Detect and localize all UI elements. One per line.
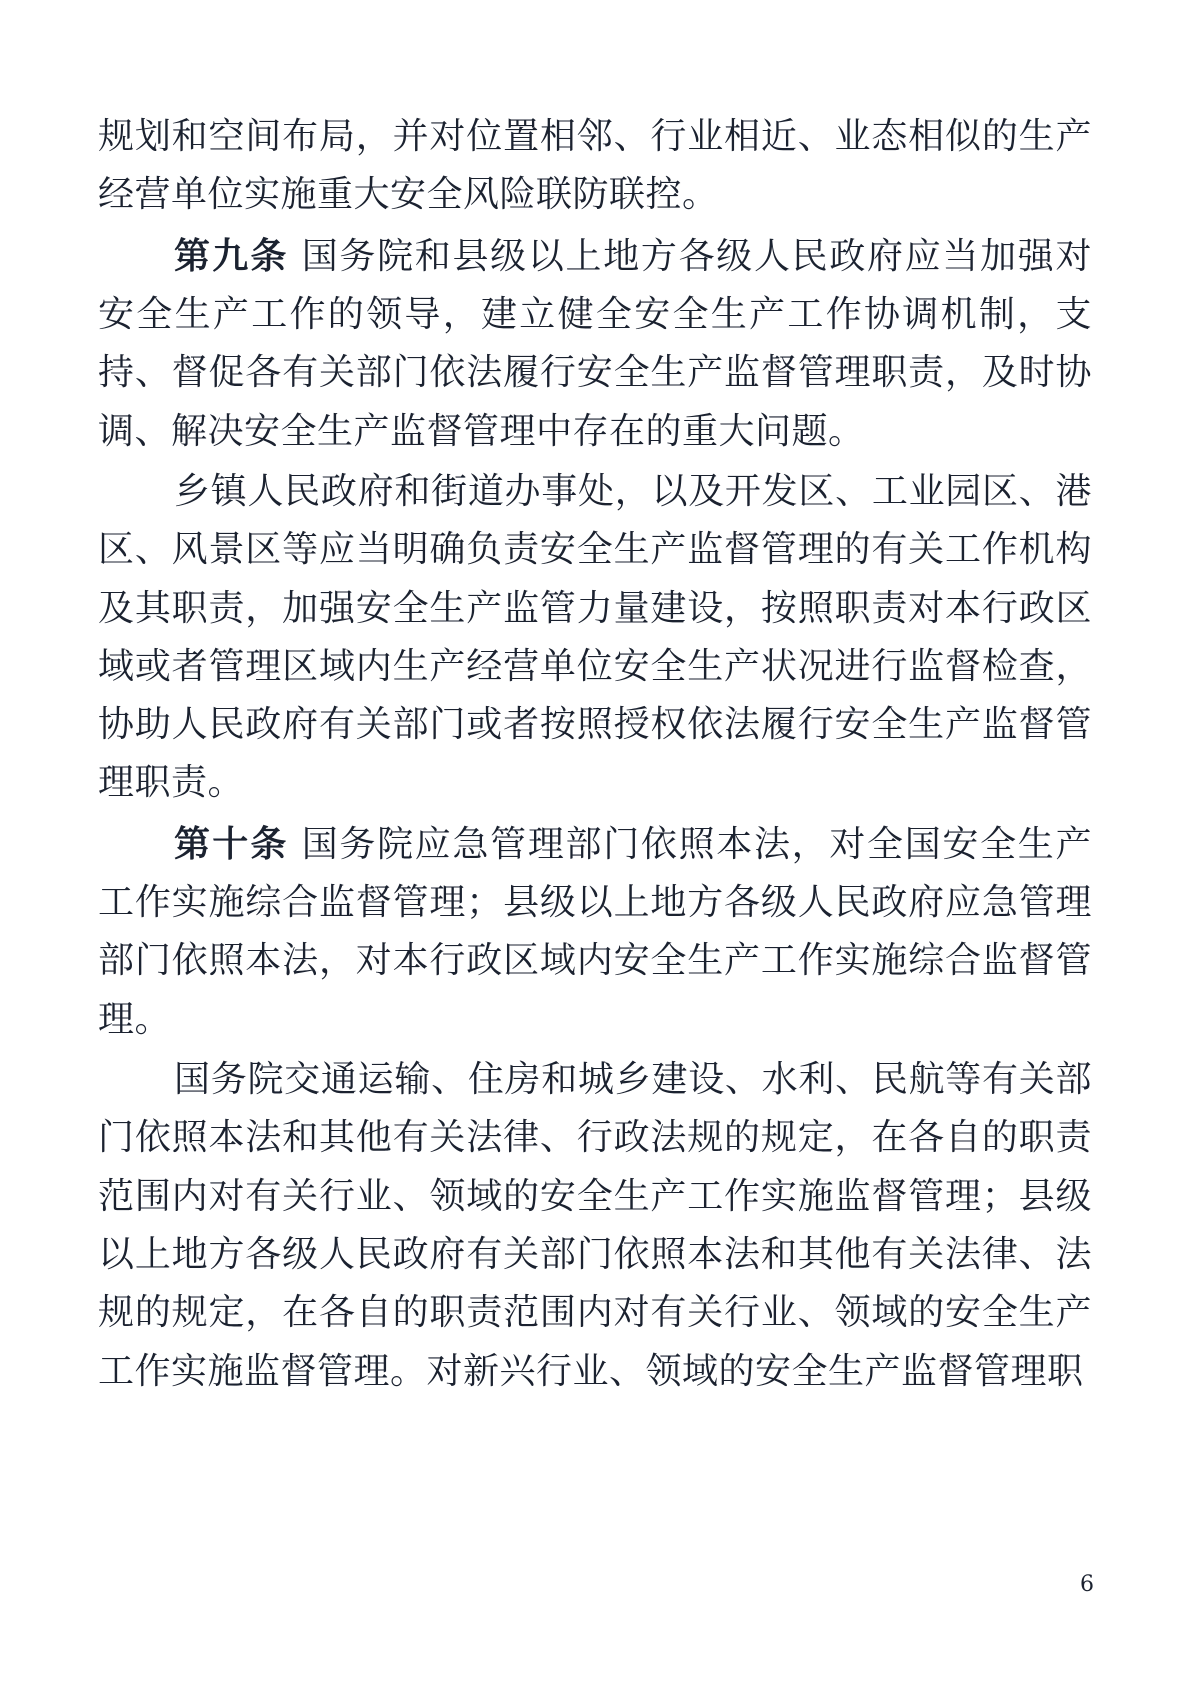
document-body (98, 108, 1092, 1401)
paragraph-2 (98, 227, 1092, 461)
paragraph-4-text: 国务院应急管理部门依照本法，对全国安全生产工作实施综合监督管理；县级以上地方各级人民政府应急管理部门依照本法，对本行政区域内安全生产工作实施综合监督管理。 (98, 823, 1092, 1040)
paragraph-1-text: 规划和空间布局，并对位置相邻、行业相近、业态相似的生产经营单位实施重大安全风险联防联控。 (98, 116, 1092, 216)
page-number: 6 (1080, 1572, 1094, 1597)
paragraph-5-text: 国务院交通运输、住房和城乡建设、水利、民航等有关部门依照本法和其他有关法律、行政法规的规定，在各自的职责范围内对有关行业、领域的安全生产工作实施监督管理；县级以上地方各级人民政府有关部门依照本法和其他有关法律、法规的规定，在各自的职责范围内对有关行业、领域的安全生产工作实施监督管理。对新兴行业、领域的安全生产监督管理职 (98, 1059, 1092, 1392)
paragraph-4 (98, 815, 1092, 1049)
article-label-9: 第九条 (174, 234, 289, 277)
article-label-10: 第十条 (174, 822, 289, 865)
paragraph-2-text: 国务院和县级以上地方各级人民政府应当加强对安全生产工作的领导，建立健全安全生产工作协调机制，支持、督促各有关部门依法履行安全生产监督管理职责，及时协调、解决安全生产监督管理中存在的重大问题。 (98, 235, 1092, 452)
paragraph-1 (98, 108, 1092, 225)
paragraph-5 (98, 1051, 1092, 1401)
paragraph-3 (98, 463, 1092, 813)
paragraph-3-text: 乡镇人民政府和街道办事处，以及开发区、工业园区、港区、风景区等应当明确负责安全生产监督管理的有关工作机构及其职责，加强安全生产监管力量建设，按照职责对本行政区域或者管理区域内生产经营单位安全生产状况进行监督检查，协助人民政府有关部门或者按照授权依法履行安全生产监督管理职责。 (98, 470, 1092, 804)
